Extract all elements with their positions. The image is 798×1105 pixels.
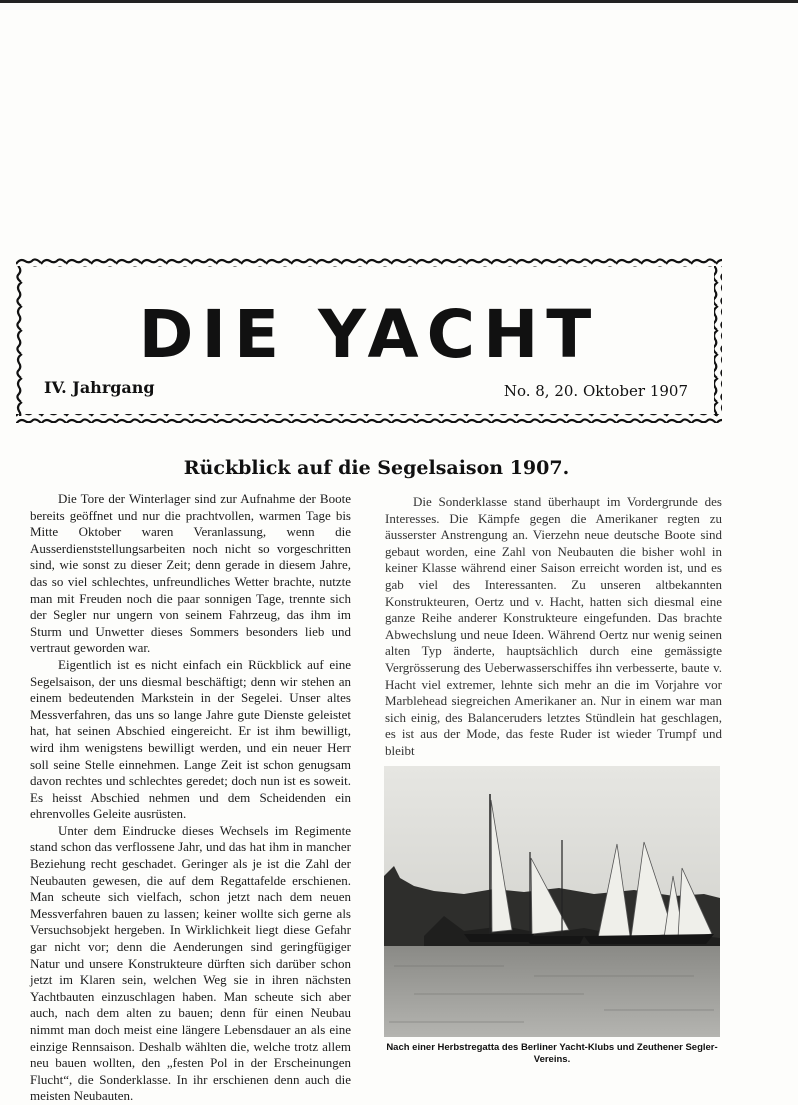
masthead-title: DIE YACHT	[138, 296, 600, 373]
masthead-volume: IV. Jahrgang	[44, 378, 155, 397]
paragraph: Unter dem Eindrucke dieses Wechsels im Regimente stand schon das verflossene Jahr, und das hat ihm in mancher Beziehung recht geschadet. Geringer als je ist die Zahl der Neubauten gewesen, die auf dem Regattafelde erschienen. Man scheute sich vielfach, schon jetzt nach dem neuen Messverfahren bauen zu lassen; keiner wollte sich gerne als Versuchsobjekt hergeben. In Wirklichkeit liegt diese Gefahr gar nicht vor; denn die Aenderungen sind geringfügiger Natur und unsere Konstrukteure dürften sich darüber schon jetzt im Klaren sein, welchen Weg sie in ihren nächsten Yachtbauten einzuschlagen haben. Man scheute sich aber auch, nach dem alten zu bauen; denn für einen Neubau nimmt man doch meist eine längere Lebensdauer an als eine einzige Rennsaison. Deshalb wählten die, welche trotz allem neu bauen wollten, den „festen Pol in der Erscheinungen Flucht“, die Sonderklasse. In ihr erschienen denn auch die meisten Neubauten.	[30, 822, 351, 1104]
regatta-photo	[384, 766, 720, 1037]
photo-caption: Nach einer Herbstregatta des Berliner Yacht-Klubs und Zeuthener Segler-Vereins.	[386, 1042, 718, 1065]
paragraph: Die Sonderklasse stand überhaupt im Vordergrunde des Interesses. Die Kämpfe gegen die Amerikaner regten zu äusserster Anstrengung an. Vierzehn neue deutsche Boote sind gebaut worden, eine Zahl von Neubauten die bisher wohl in keiner Klasse während einer Saison erreicht worden ist, und es gab viel des Interessanten. Zu unseren altbekannten Konstrukteuren, Oertz und v. Hacht, hatten sich diesmal eine ganze Reihe anderer Konstrukteure eingefunden. Das brachte Abwechslung und neue Ideen. Während Oertz nur wenig seinen alten Typ änderte, hauptsächlich durch eine gemässigte Vergrösserung des Ueberwasserschiffes ihn verbesserte, baute v. Hacht viel extremer, lehnte sich mehr an die im Vorjahre vor Marblehead siegreichen Amerikaner an. Nur in einem war man sich einig, des Balanceruders letztes Stündlein hat geschlagen, es ist aus der Mode, das feste Ruder ist wieder Trumpf und bleibt	[385, 494, 722, 758]
paragraph: Eigentlich ist es nicht einfach ein Rückblick auf eine Segelsaison, der uns diesmal beschäftigt; denn wir stehen an einem bedeutenden Markstein in der Segelei. Unser altes Messverfahren, das uns so lange Jahre gute Dienste geleistet hat, hat seinen Abschied eingereicht. Er ist ihm bewilligt, wird ihm wenigstens bewilligt werden, und ein neuer Herr soll seine Stelle einnehmen. Lange Zeit ist schon genugsam davon rechtes und schlechtes geredet; doch nun ist es soweit. Es heisst Abschied nehmen und dem Scheidenden ein ehrenvolles Geleite ausrüsten.	[30, 656, 351, 822]
article-column-right	[385, 494, 722, 760]
paragraph: Die Tore der Winterlager sind zur Aufnahme der Boote bereits geöffnet und nur die prachtvollen, warmen Tage bis Mitte Oktober waren Veranlassung, wenn die Ausserdienststellungsarbeiten noch nicht so vorgeschritten sind, wie sonst zu dieser Zeit; denn gerade in diesem Jahre, das so viel schlechtes, unfreundliches Wetter brachte, nutzte man mit Freuden noch die paar sonnigen Tage, trennte sich der Segler nur ungern von seinem Fahrzeug, das ihm im Sturm und Unwetter dieses Sommers besonders lieb und vertraut geworden war.	[30, 491, 351, 656]
article-column-left	[30, 491, 351, 1105]
masthead	[16, 258, 722, 424]
article-headline: Rückblick auf die Segelsaison 1907.	[183, 457, 570, 479]
masthead-issue: No. 8, 20. Oktober 1907	[503, 382, 688, 400]
top-edge-line	[0, 0, 798, 3]
